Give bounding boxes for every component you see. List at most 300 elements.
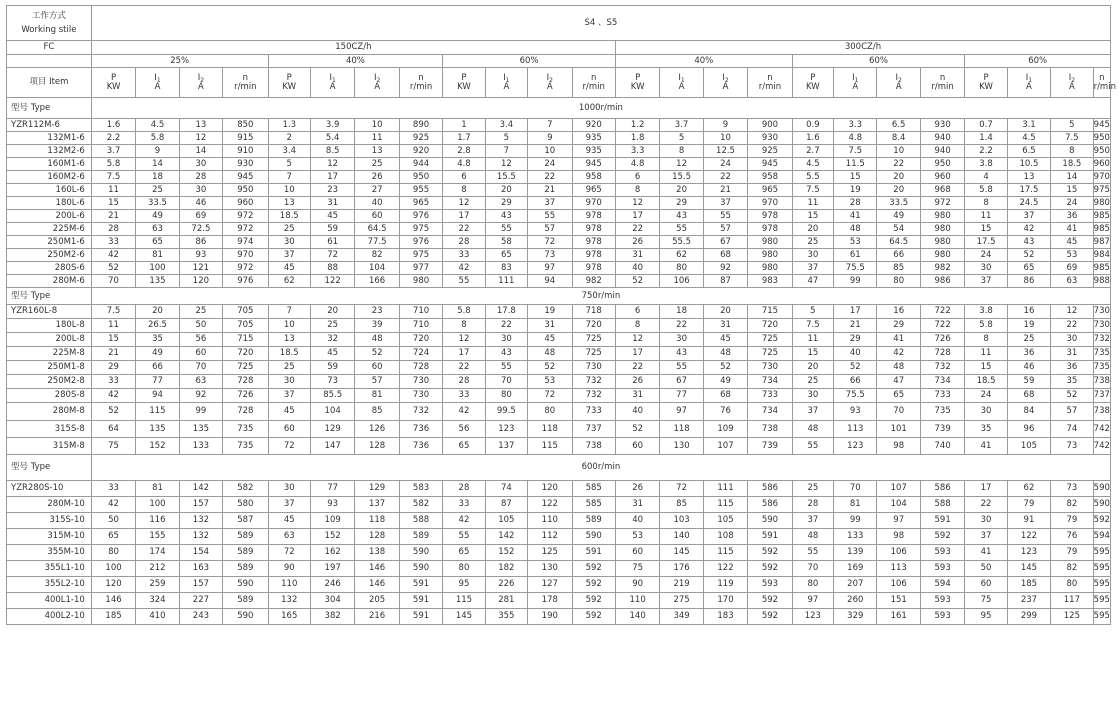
value-cell: 980 <box>748 236 792 249</box>
value-cell: 4 <box>965 171 1007 184</box>
unit-header-n-rpm: n r/min <box>920 68 964 98</box>
value-cell: 163 <box>179 561 222 577</box>
value-cell: 21 <box>91 210 135 223</box>
value-cell: 24.5 <box>1007 197 1050 210</box>
working-mode-value: S4 、S5 <box>91 6 1110 41</box>
value-cell: 115 <box>703 545 747 561</box>
value-cell: 1.8 <box>615 132 659 145</box>
value-cell: 21 <box>834 319 877 333</box>
value-cell: 65 <box>1007 262 1050 275</box>
value-cell: 72 <box>660 481 703 497</box>
section-header <box>7 455 1111 481</box>
value-cell: 10 <box>355 119 399 132</box>
table-row <box>7 545 1111 561</box>
value-cell: 593 <box>920 593 964 609</box>
value-cell: 324 <box>136 593 179 609</box>
value-cell: 60 <box>268 421 310 438</box>
value-cell: 17 <box>965 481 1007 497</box>
value-cell: 950 <box>399 171 442 184</box>
value-cell: 725 <box>223 361 268 375</box>
value-cell: 98 <box>877 438 920 455</box>
value-cell: 31 <box>528 319 572 333</box>
value-cell: 133 <box>834 529 877 545</box>
value-cell: 132 <box>179 513 222 529</box>
model-cell: 280M-10 <box>7 497 92 513</box>
value-cell: 580 <box>223 497 268 513</box>
value-cell: 106 <box>877 545 920 561</box>
value-cell: 975 <box>1093 184 1110 195</box>
value-cell: 28 <box>792 497 833 513</box>
model-cell: 250M2-8 <box>7 375 92 389</box>
model-cell: YZR112M-6 <box>7 119 92 132</box>
value-cell: 8 <box>965 333 1007 347</box>
value-cell: 590 <box>1093 497 1110 513</box>
duty-cycle-1: 40% <box>268 55 443 68</box>
value-cell: 33.5 <box>136 197 179 210</box>
value-cell: 104 <box>355 262 399 275</box>
value-cell: 24 <box>965 249 1007 262</box>
value-cell: 219 <box>660 577 703 593</box>
value-cell: 0.7 <box>965 119 1007 132</box>
value-cell: 735 <box>1093 361 1110 375</box>
value-cell: 975 <box>399 249 442 262</box>
value-cell: 97 <box>792 593 833 609</box>
value-cell: 7 <box>485 145 527 158</box>
value-cell: 12 <box>443 333 485 347</box>
value-cell: 738 <box>572 438 615 455</box>
value-cell: 63 <box>1051 275 1093 288</box>
value-cell: 53 <box>1051 249 1093 262</box>
value-cell: 110 <box>615 593 659 609</box>
value-cell: 42 <box>91 389 135 403</box>
value-cell: 42 <box>91 249 135 262</box>
value-cell: 30 <box>965 513 1007 529</box>
value-cell: 710 <box>399 305 442 319</box>
value-cell: 739 <box>920 421 964 438</box>
value-cell: 594 <box>920 577 964 593</box>
value-cell: 25 <box>310 319 354 333</box>
value-cell: 955 <box>399 184 442 197</box>
value-cell: 30 <box>1051 333 1093 347</box>
value-cell: 37 <box>268 497 310 513</box>
value-cell: 16 <box>877 305 920 319</box>
value-cell: 88 <box>310 262 354 275</box>
value-cell: 30 <box>792 249 833 262</box>
value-cell: 10 <box>877 145 920 158</box>
value-cell: 30 <box>268 481 310 497</box>
table-row <box>7 145 1111 158</box>
value-cell: 107 <box>703 438 747 455</box>
value-cell: 31 <box>615 389 659 403</box>
table-row <box>7 158 1111 171</box>
value-cell: 146 <box>355 561 399 577</box>
value-cell: 25 <box>1007 333 1050 347</box>
value-cell: 42 <box>443 262 485 275</box>
value-cell: 593 <box>920 609 964 625</box>
value-cell: 592 <box>572 593 615 609</box>
value-cell: 980 <box>399 275 442 288</box>
value-cell: 987 <box>1093 236 1110 247</box>
value-cell: 122 <box>1007 529 1050 545</box>
model-cell: 160M1-6 <box>7 158 92 171</box>
value-cell: 65 <box>443 545 485 561</box>
value-cell: 72 <box>268 545 310 561</box>
value-cell: 145 <box>443 609 485 625</box>
table-row <box>7 481 1111 497</box>
value-cell: 96 <box>1007 421 1050 438</box>
value-cell: 130 <box>528 561 572 577</box>
value-cell: 50 <box>91 513 135 529</box>
value-cell: 8 <box>443 184 485 197</box>
value-cell: 138 <box>355 545 399 561</box>
value-cell: 28 <box>179 171 222 184</box>
unit-header-p-kw: P KW <box>91 68 135 98</box>
value-cell: 735 <box>223 438 268 455</box>
value-cell: 110 <box>528 513 572 529</box>
value-cell: 3.9 <box>310 119 354 132</box>
value-cell: 120 <box>179 275 222 288</box>
value-cell: 980 <box>920 249 964 262</box>
value-cell: 79 <box>1007 497 1050 513</box>
value-cell: 3.8 <box>965 305 1007 319</box>
value-cell: 710 <box>399 319 442 333</box>
value-cell: 77 <box>136 375 179 389</box>
table-row <box>7 333 1111 347</box>
value-cell: 592 <box>748 545 792 561</box>
value-cell: 20 <box>877 184 920 197</box>
value-cell: 52 <box>91 403 135 421</box>
model-cell: 355L1-10 <box>7 561 92 577</box>
value-cell: 83 <box>485 262 527 275</box>
value-cell: 5 <box>792 305 833 319</box>
value-cell: 99.5 <box>485 403 527 421</box>
value-cell: 49 <box>703 375 747 389</box>
value-cell: 22 <box>965 497 1007 513</box>
value-cell: 8 <box>965 197 1007 210</box>
value-cell: 37 <box>792 513 833 529</box>
value-cell: 705 <box>223 305 268 319</box>
value-cell: 97 <box>660 403 703 421</box>
value-cell: 122 <box>528 497 572 513</box>
value-cell: 739 <box>748 438 792 455</box>
value-cell: 56 <box>443 421 485 438</box>
value-cell: 75 <box>615 561 659 577</box>
value-cell: 2.8 <box>443 145 485 158</box>
value-cell: 592 <box>1093 513 1110 529</box>
value-cell: 728 <box>223 403 268 421</box>
value-cell: 47 <box>792 275 833 288</box>
model-cell: 180L-6 <box>7 197 92 210</box>
value-cell: 275 <box>660 593 703 609</box>
value-cell: 52 <box>615 275 659 288</box>
value-cell: 17 <box>443 210 485 223</box>
value-cell: 940 <box>920 132 964 145</box>
table-row <box>7 319 1111 333</box>
value-cell: 31 <box>310 197 354 210</box>
value-cell: 53 <box>834 236 877 249</box>
value-cell: 958 <box>572 171 615 184</box>
value-cell: 7 <box>528 119 572 132</box>
value-cell: 125 <box>1051 609 1093 625</box>
value-cell: 49 <box>136 210 179 223</box>
unit-header-n-rpm: n r/min <box>748 68 792 98</box>
value-cell: 935 <box>572 132 615 145</box>
value-cell: 90 <box>615 577 659 593</box>
value-cell: 49 <box>136 347 179 361</box>
value-cell: 42 <box>1007 223 1050 236</box>
value-cell: 52 <box>703 361 747 375</box>
value-cell: 176 <box>660 561 703 577</box>
value-cell: 50 <box>179 319 222 333</box>
value-cell: 6.5 <box>877 119 920 132</box>
value-cell: 133 <box>179 438 222 455</box>
value-cell: 3.7 <box>660 119 703 132</box>
model-cell: 280M-6 <box>7 275 92 288</box>
value-cell: 945 <box>223 171 268 184</box>
value-cell: 123 <box>792 609 833 625</box>
value-cell: 30 <box>179 184 222 197</box>
value-cell: 980 <box>920 236 964 249</box>
value-cell: 55 <box>660 361 703 375</box>
value-cell: 97 <box>528 262 572 275</box>
unit-header-n-rpm: n r/min <box>572 68 615 98</box>
value-cell: 122 <box>703 561 747 577</box>
value-cell: 986 <box>920 275 964 288</box>
value-cell: 139 <box>834 545 877 561</box>
value-cell: 982 <box>920 262 964 275</box>
table-row <box>7 119 1111 132</box>
value-cell: 103 <box>660 513 703 529</box>
value-cell: 23 <box>355 305 399 319</box>
value-cell: 592 <box>748 593 792 609</box>
value-cell: 26 <box>615 236 659 249</box>
value-cell: 7 <box>268 171 310 184</box>
model-cell: 132M2-6 <box>7 145 92 158</box>
value-cell: 162 <box>310 545 354 561</box>
value-cell: 52 <box>528 361 572 375</box>
unit-header-i1-a: $I_1$ A <box>660 68 703 98</box>
value-cell: 25 <box>355 158 399 171</box>
item-label: 项目 Item <box>7 68 92 98</box>
value-cell: 35 <box>965 421 1007 438</box>
value-cell: 589 <box>223 545 268 561</box>
value-cell: 978 <box>572 236 615 249</box>
value-cell: 115 <box>528 438 572 455</box>
value-cell: 60 <box>965 577 1007 593</box>
value-cell: 30 <box>485 333 527 347</box>
value-cell: 0.9 <box>792 119 833 132</box>
value-cell: 41 <box>877 333 920 347</box>
value-cell: 592 <box>748 561 792 577</box>
value-cell: 7.5 <box>792 184 833 197</box>
value-cell: 20 <box>660 184 703 197</box>
value-cell: 57 <box>355 375 399 389</box>
units-row <box>7 68 1111 98</box>
value-cell: 37 <box>703 197 747 210</box>
working-mode-label-en: Working stile <box>21 24 77 35</box>
model-cell: 400L1-10 <box>7 593 92 609</box>
value-cell: 111 <box>703 481 747 497</box>
duty-cycle-3: 40% <box>615 55 792 68</box>
value-cell: 11 <box>355 132 399 145</box>
value-cell: 21 <box>528 184 572 197</box>
value-cell: 152 <box>136 438 179 455</box>
value-cell: 988 <box>1093 275 1110 286</box>
table-row <box>7 529 1111 545</box>
value-cell: 30 <box>965 262 1007 275</box>
value-cell: 4.8 <box>443 158 485 171</box>
value-cell: 73 <box>1051 481 1093 497</box>
value-cell: 965 <box>748 184 792 197</box>
value-cell: 970 <box>748 197 792 210</box>
value-cell: 3.3 <box>834 119 877 132</box>
value-cell: 972 <box>920 197 964 210</box>
value-cell: 329 <box>834 609 877 625</box>
unit-header-i1-a: $I_1$ A <box>485 68 527 98</box>
value-cell: 591 <box>399 609 442 625</box>
value-cell: 93 <box>834 403 877 421</box>
value-cell: 37 <box>792 262 833 275</box>
value-cell: 730 <box>1093 319 1110 333</box>
value-cell: 55 <box>528 210 572 223</box>
value-cell: 66 <box>136 361 179 375</box>
value-cell: 925 <box>399 132 442 145</box>
value-cell: 742 <box>1093 421 1110 438</box>
value-cell: 299 <box>1007 609 1050 625</box>
value-cell: 30 <box>660 333 703 347</box>
value-cell: 63 <box>136 223 179 236</box>
value-cell: 60 <box>615 438 659 455</box>
value-cell: 31 <box>1051 347 1093 361</box>
value-cell: 178 <box>528 593 572 609</box>
value-cell: 1 <box>443 119 485 132</box>
value-cell: 6 <box>615 171 659 184</box>
value-cell: 25 <box>179 305 222 319</box>
value-cell: 976 <box>223 275 268 288</box>
value-cell: 12 <box>443 197 485 210</box>
value-cell: 157 <box>179 577 222 593</box>
value-cell: 75.5 <box>834 262 877 275</box>
value-cell: 52 <box>91 262 135 275</box>
value-cell: 79 <box>1051 513 1093 529</box>
value-cell: 960 <box>920 171 964 184</box>
value-cell: 730 <box>399 375 442 389</box>
value-cell: 8 <box>615 319 659 333</box>
value-cell: 720 <box>572 319 615 333</box>
value-cell: 728 <box>920 347 964 361</box>
value-cell: 4.5 <box>136 119 179 132</box>
value-cell: 900 <box>748 119 792 132</box>
value-cell: 970 <box>572 197 615 210</box>
value-cell: 5.5 <box>792 171 833 184</box>
value-cell: 732 <box>1093 333 1110 347</box>
value-cell: 728 <box>399 361 442 375</box>
working-mode-label <box>7 6 92 41</box>
value-cell: 22 <box>485 319 527 333</box>
value-cell: 22 <box>703 171 747 184</box>
value-cell: 14 <box>179 145 222 158</box>
value-cell: 60 <box>615 545 659 561</box>
value-cell: 980 <box>748 249 792 262</box>
value-cell: 592 <box>572 609 615 625</box>
value-cell: 950 <box>1093 145 1110 156</box>
value-cell: 115 <box>703 497 747 513</box>
value-cell: 33 <box>91 236 135 249</box>
value-cell: 591 <box>399 577 442 593</box>
value-cell: 99 <box>834 513 877 529</box>
value-cell: 15 <box>792 210 833 223</box>
value-cell: 118 <box>660 421 703 438</box>
value-cell: 12 <box>310 158 354 171</box>
value-cell: 42 <box>443 513 485 529</box>
value-cell: 10.5 <box>1007 158 1050 171</box>
model-cell: 250M2-6 <box>7 249 92 262</box>
value-cell: 17 <box>615 210 659 223</box>
value-cell: 20 <box>792 223 833 236</box>
value-cell: 37 <box>268 389 310 403</box>
value-cell: 2.7 <box>792 145 833 158</box>
value-cell: 30 <box>268 236 310 249</box>
value-cell: 725 <box>572 347 615 361</box>
value-cell: 18 <box>136 171 179 184</box>
value-cell: 304 <box>310 593 354 609</box>
value-cell: 52 <box>1007 249 1050 262</box>
value-cell: 17.5 <box>965 236 1007 249</box>
value-cell: 9 <box>528 132 572 145</box>
value-cell: 985 <box>1093 223 1110 234</box>
value-cell: 81 <box>136 481 179 497</box>
value-cell: 3.4 <box>485 119 527 132</box>
model-cell: 225M-8 <box>7 347 92 361</box>
value-cell: 4.8 <box>615 158 659 171</box>
value-cell: 7 <box>268 305 310 319</box>
value-cell: 7.5 <box>834 145 877 158</box>
value-cell: 4.5 <box>1007 132 1050 145</box>
value-cell: 26 <box>615 481 659 497</box>
duty-cycle-2: 60% <box>443 55 616 68</box>
value-cell: 6 <box>615 305 659 319</box>
value-cell: 590 <box>399 561 442 577</box>
value-cell: 705 <box>223 319 268 333</box>
value-cell: 129 <box>310 421 354 438</box>
value-cell: 732 <box>399 403 442 421</box>
value-cell: 106 <box>660 275 703 288</box>
value-cell: 37 <box>528 197 572 210</box>
model-cell: 355L2-10 <box>7 577 92 593</box>
value-cell: 733 <box>748 389 792 403</box>
value-cell: 47 <box>877 375 920 389</box>
value-cell: 8 <box>660 145 703 158</box>
value-cell: 216 <box>355 609 399 625</box>
value-cell: 119 <box>703 577 747 593</box>
value-cell: 80 <box>443 561 485 577</box>
value-cell: 22 <box>443 223 485 236</box>
value-cell: 97 <box>877 513 920 529</box>
value-cell: 985 <box>1093 210 1110 221</box>
value-cell: 3.7 <box>91 145 135 158</box>
value-cell: 734 <box>748 403 792 421</box>
value-cell: 154 <box>179 545 222 561</box>
value-cell: 68 <box>703 249 747 262</box>
value-cell: 64 <box>91 421 135 438</box>
model-cell: 315S-10 <box>7 513 92 529</box>
value-cell: 920 <box>399 145 442 158</box>
value-cell: 20 <box>703 305 747 319</box>
value-cell: 52 <box>355 347 399 361</box>
value-cell: 735 <box>1093 347 1110 361</box>
value-cell: 147 <box>310 438 354 455</box>
value-cell: 87 <box>703 275 747 288</box>
